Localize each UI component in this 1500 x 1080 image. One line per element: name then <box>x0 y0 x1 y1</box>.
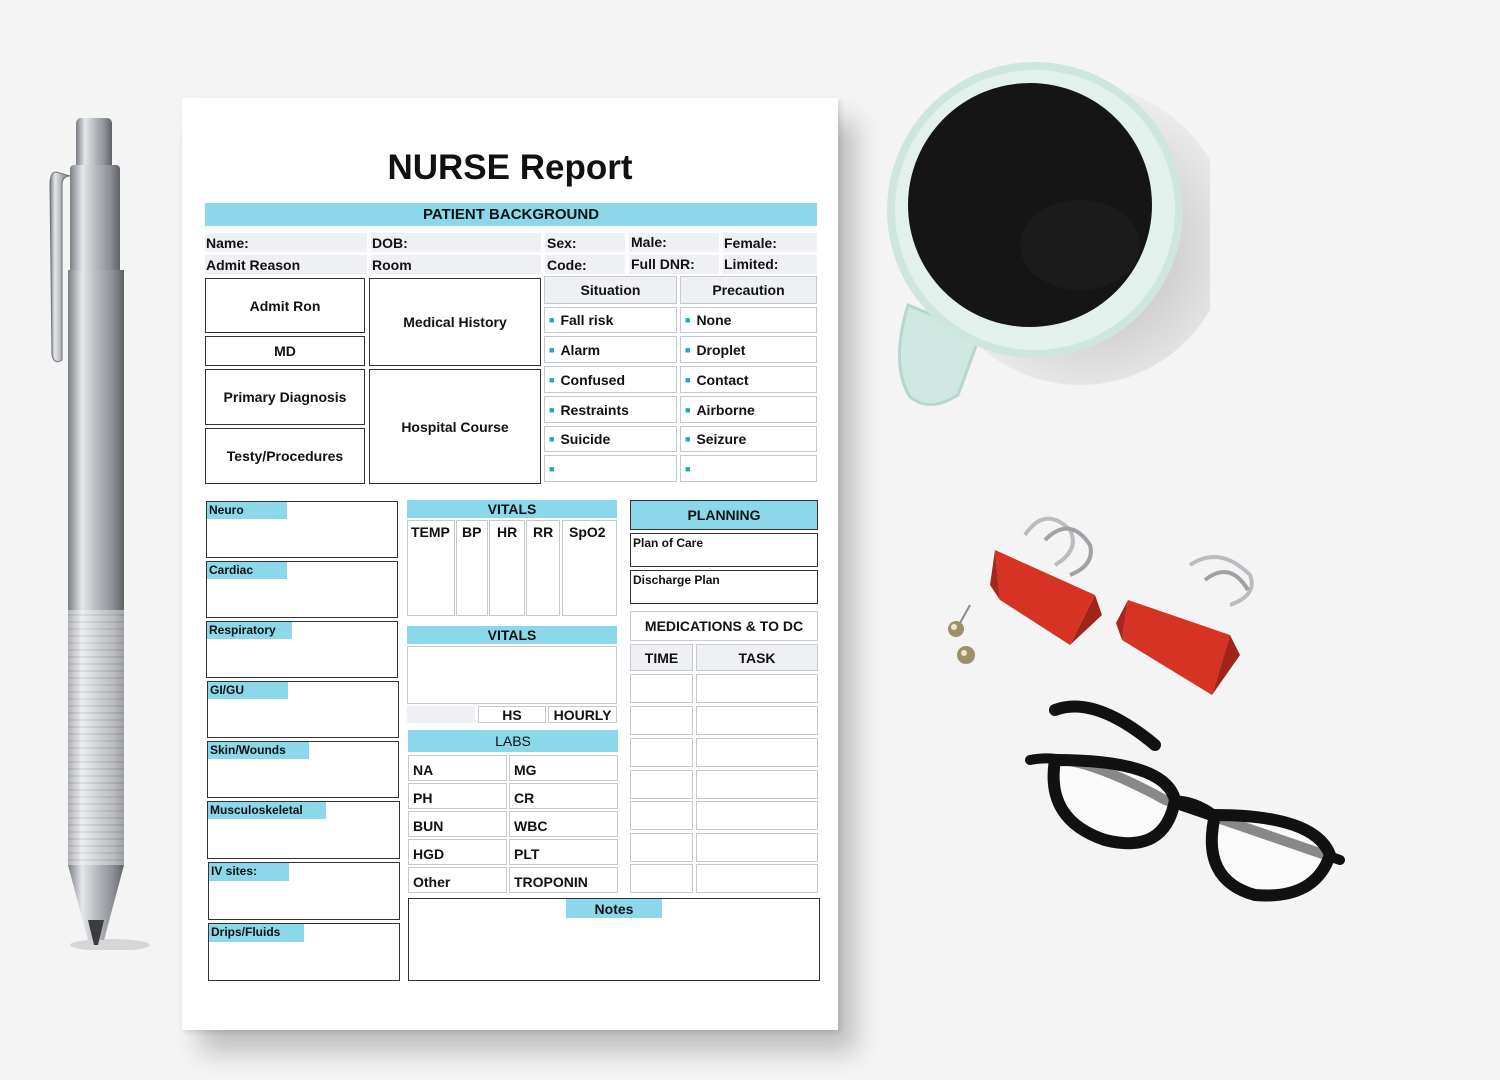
bullet-icon: ■ <box>685 344 691 355</box>
lab-label: PH <box>413 790 433 806</box>
musculoskeletal-label: Musculoskeletal <box>208 802 326 819</box>
precaution-item[interactable] <box>680 426 817 452</box>
hospital-course-box[interactable] <box>369 369 541 484</box>
lab-label: Other <box>413 874 451 890</box>
med-task-cell[interactable] <box>696 770 818 799</box>
hourly-cell[interactable] <box>548 706 617 723</box>
med-time-cell[interactable] <box>630 674 693 703</box>
situation-item-label: Restraints <box>560 401 629 418</box>
med-time-cell[interactable] <box>630 738 693 767</box>
bullet-icon: ■ <box>685 315 691 325</box>
vitals-secondary-header-label: VITALS <box>487 627 537 643</box>
bp-label: BP <box>462 524 482 540</box>
neuro-label: Neuro <box>207 502 287 519</box>
precaution-item[interactable] <box>680 396 817 423</box>
eyeglasses-icon <box>1015 690 1375 920</box>
lab-label: BUN <box>413 818 444 834</box>
spo2-label: SpO2 <box>569 524 606 540</box>
lab-label: HGD <box>413 846 445 862</box>
skin-wounds-box[interactable] <box>207 741 399 798</box>
med-time-cell[interactable] <box>630 706 693 735</box>
temp-label: TEMP <box>411 524 450 540</box>
precaution-item[interactable] <box>680 455 817 482</box>
notes-header <box>566 899 662 918</box>
full-dnr-label: Full DNR: <box>631 256 695 272</box>
precaution-item[interactable] <box>680 366 817 393</box>
lab-cell[interactable] <box>509 867 618 893</box>
primary-diagnosis-label: Primary Diagnosis <box>223 389 347 405</box>
vitals-secondary-area[interactable] <box>407 646 617 704</box>
med-task-cell[interactable] <box>696 833 818 862</box>
cardiac-label: Cardiac <box>207 562 287 579</box>
admit-ron-box[interactable] <box>205 278 365 333</box>
rr-label: RR <box>533 524 554 540</box>
plan-of-care-field[interactable] <box>630 533 818 567</box>
gi-gu-label: GI/GU <box>208 682 288 699</box>
precaution-item-label: Contact <box>696 371 749 388</box>
page-title: NURSE Report <box>387 148 633 187</box>
vitals-secondary-header <box>407 626 617 644</box>
med-time-cell[interactable] <box>630 833 693 862</box>
med-task-cell[interactable] <box>696 864 818 893</box>
lab-label: WBC <box>514 818 548 834</box>
situation-header-label: Situation <box>580 282 641 298</box>
precaution-item[interactable] <box>680 307 817 333</box>
med-time-cell[interactable] <box>630 770 693 799</box>
lab-cell[interactable] <box>509 755 618 781</box>
cardiac-box[interactable] <box>206 561 398 618</box>
skin-wounds-label: Skin/Wounds <box>208 742 309 759</box>
push-pin-icon <box>948 605 975 664</box>
room-label: Room <box>372 257 412 273</box>
situation-item[interactable] <box>544 426 677 452</box>
precaution-header <box>680 276 817 304</box>
binder-clip-icon <box>930 505 1270 705</box>
respiratory-box[interactable] <box>206 621 398 678</box>
hr-label: HR <box>497 524 518 540</box>
med-time-cell[interactable] <box>630 864 693 893</box>
med-task-cell[interactable] <box>696 674 818 703</box>
situation-item[interactable] <box>544 396 677 423</box>
md-label: MD <box>274 343 296 359</box>
respiratory-label: Respiratory <box>207 622 292 639</box>
bullet-icon: ■ <box>549 434 555 444</box>
med-task-cell[interactable] <box>696 706 818 735</box>
discharge-plan-field[interactable] <box>630 570 818 604</box>
tests-procedures-label: Testy/Procedures <box>226 448 344 464</box>
task-label: TASK <box>738 649 776 666</box>
code-label: Code: <box>547 257 587 273</box>
situation-header <box>544 276 677 304</box>
lab-label: PLT <box>514 846 540 862</box>
admit-ron-label: Admit Ron <box>249 297 321 314</box>
iv-sites-label: IV sites: <box>209 863 289 881</box>
notes-box[interactable] <box>408 898 820 981</box>
lab-label: CR <box>514 790 535 806</box>
situation-item[interactable] <box>544 336 677 363</box>
dob-label: DOB: <box>372 235 408 251</box>
precaution-item[interactable] <box>680 336 817 363</box>
lab-cell[interactable] <box>408 783 507 809</box>
precaution-item-label: Seizure <box>696 431 747 447</box>
situation-item-label: Confused <box>560 371 625 388</box>
situation-item-label: Suicide <box>560 431 611 447</box>
lab-cell[interactable] <box>509 811 618 837</box>
hourly-label: HOURLY <box>553 706 612 723</box>
lab-cell[interactable] <box>509 783 618 809</box>
hr-column[interactable] <box>489 520 525 616</box>
med-task-cell[interactable] <box>696 738 818 767</box>
situation-item[interactable] <box>544 307 677 333</box>
med-time-cell[interactable] <box>630 801 693 830</box>
situation-item-label: Fall risk <box>560 312 614 328</box>
precaution-item-label: Airborne <box>696 401 755 418</box>
name-label: Name: <box>206 235 249 251</box>
labs-header-label: LABS <box>495 733 531 749</box>
bullet-icon: ■ <box>685 404 691 415</box>
discharge-plan-label: Discharge Plan <box>633 573 720 587</box>
medications-header <box>630 611 818 641</box>
drips-fluids-box[interactable] <box>208 923 400 981</box>
precaution-item-label: None <box>696 312 732 328</box>
male-label: Male: <box>631 234 667 250</box>
hs-label: HS <box>502 706 522 723</box>
time-label: TIME <box>644 649 679 666</box>
primary-diagnosis-box[interactable] <box>205 369 365 425</box>
bullet-icon: ■ <box>549 315 555 325</box>
bullet-icon: ■ <box>549 404 555 415</box>
situation-item-label: Alarm <box>560 341 601 358</box>
medical-history-label: Medical History <box>403 314 507 330</box>
notes-header-label: Notes <box>594 900 634 917</box>
md-box[interactable] <box>205 336 365 366</box>
planning-header <box>630 500 818 530</box>
spo2-column[interactable] <box>562 520 617 616</box>
lab-label: TROPONIN <box>514 874 588 890</box>
plan-of-care-label: Plan of Care <box>633 536 704 550</box>
patient-background-label: PATIENT BACKGROUND <box>422 206 600 223</box>
bullet-icon: ■ <box>685 374 691 385</box>
situation-item[interactable] <box>544 366 677 393</box>
vitals-footer-blank[interactable] <box>407 706 475 723</box>
medical-history-box[interactable] <box>369 278 541 366</box>
female-label: Female: <box>724 235 777 251</box>
temp-column[interactable] <box>407 520 455 616</box>
bullet-icon: ■ <box>549 374 555 385</box>
drips-fluids-label: Drips/Fluids <box>209 924 304 942</box>
bullet-icon: ■ <box>549 344 555 355</box>
precaution-item-label: Droplet <box>696 341 746 358</box>
admit-reason-label: Admit Reason <box>206 257 301 273</box>
lab-cell[interactable] <box>408 755 507 781</box>
medications-header-label: MEDICATIONS & TO DC <box>644 618 804 634</box>
task-column-header <box>696 644 818 671</box>
sex-label: Sex: <box>547 235 577 251</box>
nurse-report-sheet <box>182 98 838 1030</box>
hs-cell[interactable] <box>478 706 546 723</box>
planning-header-label: PLANNING <box>687 507 761 523</box>
vitals-header-label: VITALS <box>487 501 537 517</box>
musculoskeletal-box[interactable] <box>207 801 400 859</box>
time-column-header <box>630 644 693 671</box>
neuro-box[interactable] <box>206 501 398 558</box>
lab-cell[interactable] <box>408 867 507 893</box>
lab-label: MG <box>514 762 537 778</box>
tests-procedures-box[interactable] <box>205 428 365 484</box>
gi-gu-box[interactable] <box>207 681 399 738</box>
lab-label: NA <box>413 762 434 778</box>
lab-cell[interactable] <box>408 839 507 865</box>
bullet-icon: ■ <box>685 463 691 474</box>
lab-cell[interactable] <box>509 839 618 865</box>
bp-column[interactable] <box>456 520 488 616</box>
med-task-cell[interactable] <box>696 801 818 830</box>
iv-sites-box[interactable] <box>208 862 400 920</box>
pen-icon <box>40 110 150 950</box>
patient-background-header <box>205 203 817 226</box>
rr-column[interactable] <box>526 520 560 616</box>
precaution-header-label: Precaution <box>712 282 785 298</box>
situation-item[interactable] <box>544 455 677 482</box>
bullet-icon: ■ <box>685 434 691 444</box>
vitals-header <box>407 500 617 518</box>
bullet-icon: ■ <box>549 463 555 474</box>
limited-label: Limited: <box>724 256 779 272</box>
hospital-course-label: Hospital Course <box>401 418 509 435</box>
lab-cell[interactable] <box>408 811 507 837</box>
coffee-mug-icon <box>870 35 1210 415</box>
labs-header <box>408 730 618 752</box>
